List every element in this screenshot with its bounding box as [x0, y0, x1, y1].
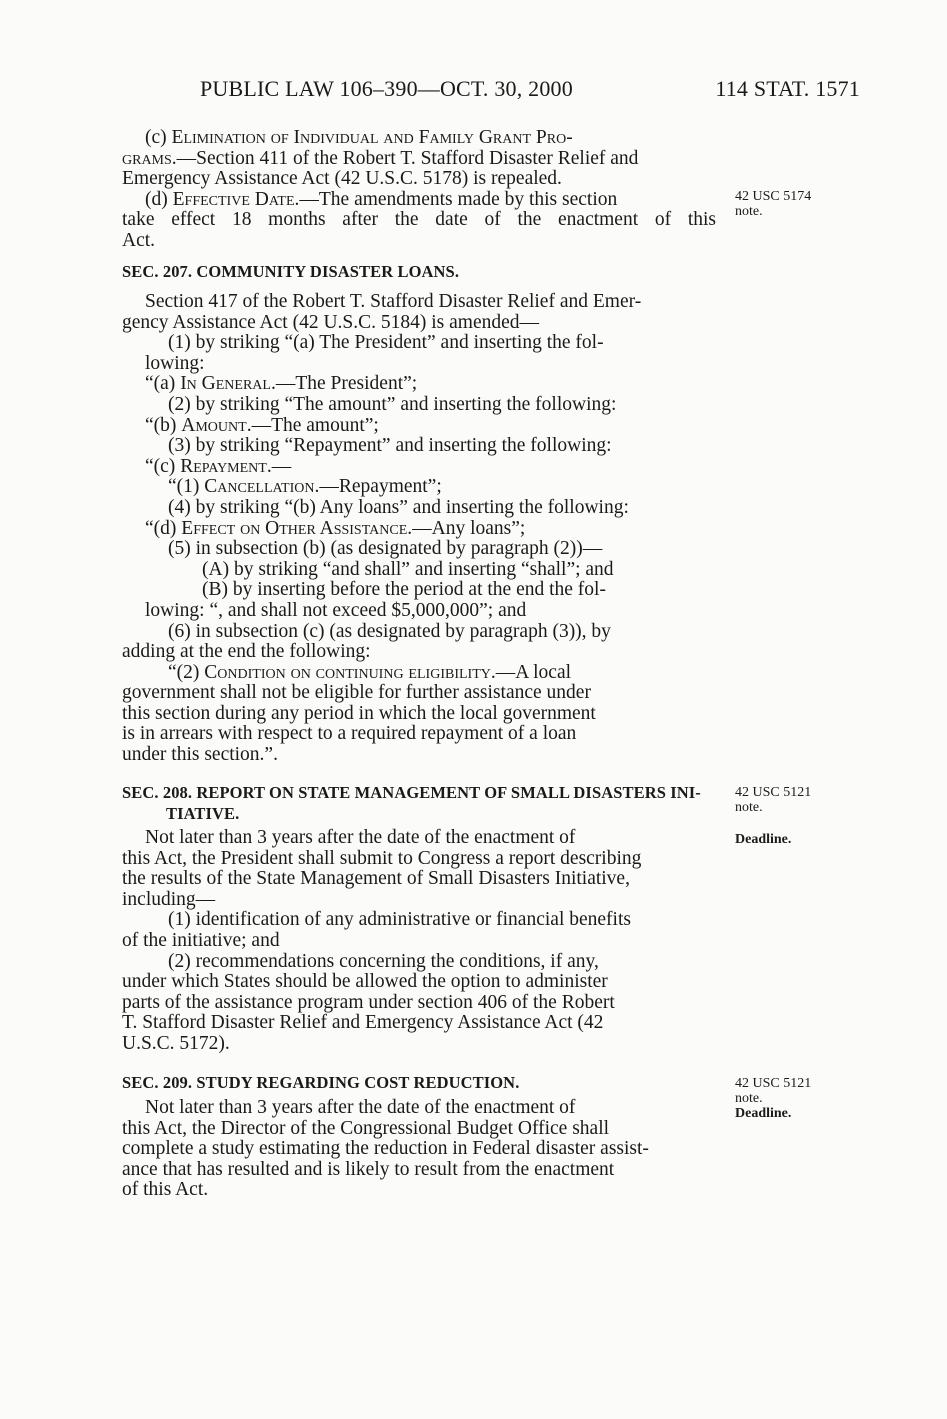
section-207	[122, 262, 716, 283]
running-header	[200, 76, 860, 108]
margin-note-usc-5174: 42 USC 5174 note.	[735, 189, 812, 219]
margin-note-usc-5121-a: 42 USC 5121 note.	[735, 785, 812, 815]
header-stat-page: 114 STAT. 1571	[715, 76, 860, 101]
subsections-c-d: (c) Elimination of Individual and Family Grant Pro- grams.—Section 411 of the Robert T. Stafford Disaster Relief and Emergency Assistance Act (42 U.S.C. 5178) is repealed. (d) Effective Date.—The amendments made by this section take effect 18 months after the date of the enactment of this Act.	[122, 127, 716, 251]
margin-note-deadline-a: Deadline.	[735, 832, 792, 847]
subsection-c-heading: Elimination of Individual and Family Grant Pro-	[171, 127, 573, 148]
margin-note-usc-5121-b: 42 USC 5121 note. Deadline.	[735, 1076, 812, 1121]
subsection-d-heading: Effective Date.	[172, 188, 300, 210]
section-208-body: Not later than 3 years after the date of the enactment of this Act, the President shall submit to Congress a report describing the results of the State Management of Small Disasters Initiative, including— (1) identification of any administrative or financial benefits of the initiative; and (2) recommendations concerning the conditions, if any, under which States should be allowed the option to administer parts of the assistance program under section 406 of the Robert T. Stafford Disaster Relief and Emergency Assistance Act (42 U.S.C. 5172).	[122, 827, 642, 1054]
section-209-title: SEC. 209. STUDY REGARDING COST REDUCTION.	[122, 1073, 520, 1092]
section-207-body: Section 417 of the Robert T. Stafford Disaster Relief and Emer- gency Assistance Act (42 U.S.C. 5184) is amended— (1) by striking “(a) The President” and inserting the fol- lowing: “(a) In General.—The President”; (2) by striking “The amount” and inserting the following: “(b) Amount.—The amount”; (3) by striking “Repayment” and inserting the following: “(c) Repayment.— “(1) Cancellation.—Repayment”; (4) by striking “(b) Any loans” and inserting the following: “(d) Effect on Other Assistance.—Any loans”; (5) in subsection (b) (as designated by paragraph (2))— (A) by striking “and shall” and inserting “shall”; and (B) by inserting before the period at the end the fol- lowing: “, and shall not exceed $5,000,000”; and (6) in subsection (c) (as designated by paragraph (3)), by adding at the end the following: “(2) Condition on continuing eligibility.—A local government shall not be eligible for further assistance under this section during any period in which the local government is in arrears with respect to a required repayment of a loan under this section.”.	[122, 291, 642, 766]
section-208-title: SEC. 208. REPORT ON STATE MANAGEMENT OF SMALL DISASTERS INI- TIATIVE.	[122, 783, 701, 823]
subsection-c: (c) Elimination of Individual and Family Grant Pro-	[145, 127, 573, 148]
section-209-body: Not later than 3 years after the date of the enactment of this Act, the Director of the Congressional Budget Office shall complete a study estimating the reduction in Federal disaster assist- ance that has resulted and is likely to result from the enactment of this Act.	[122, 1097, 649, 1201]
subsection-d: (d) Effective Date.—The amendments made by this section	[145, 188, 618, 210]
section-207-title: SEC. 207. COMMUNITY DISASTER LOANS.	[122, 262, 460, 281]
header-public-law: PUBLIC LAW 106–390—OCT. 30, 2000	[200, 76, 573, 101]
